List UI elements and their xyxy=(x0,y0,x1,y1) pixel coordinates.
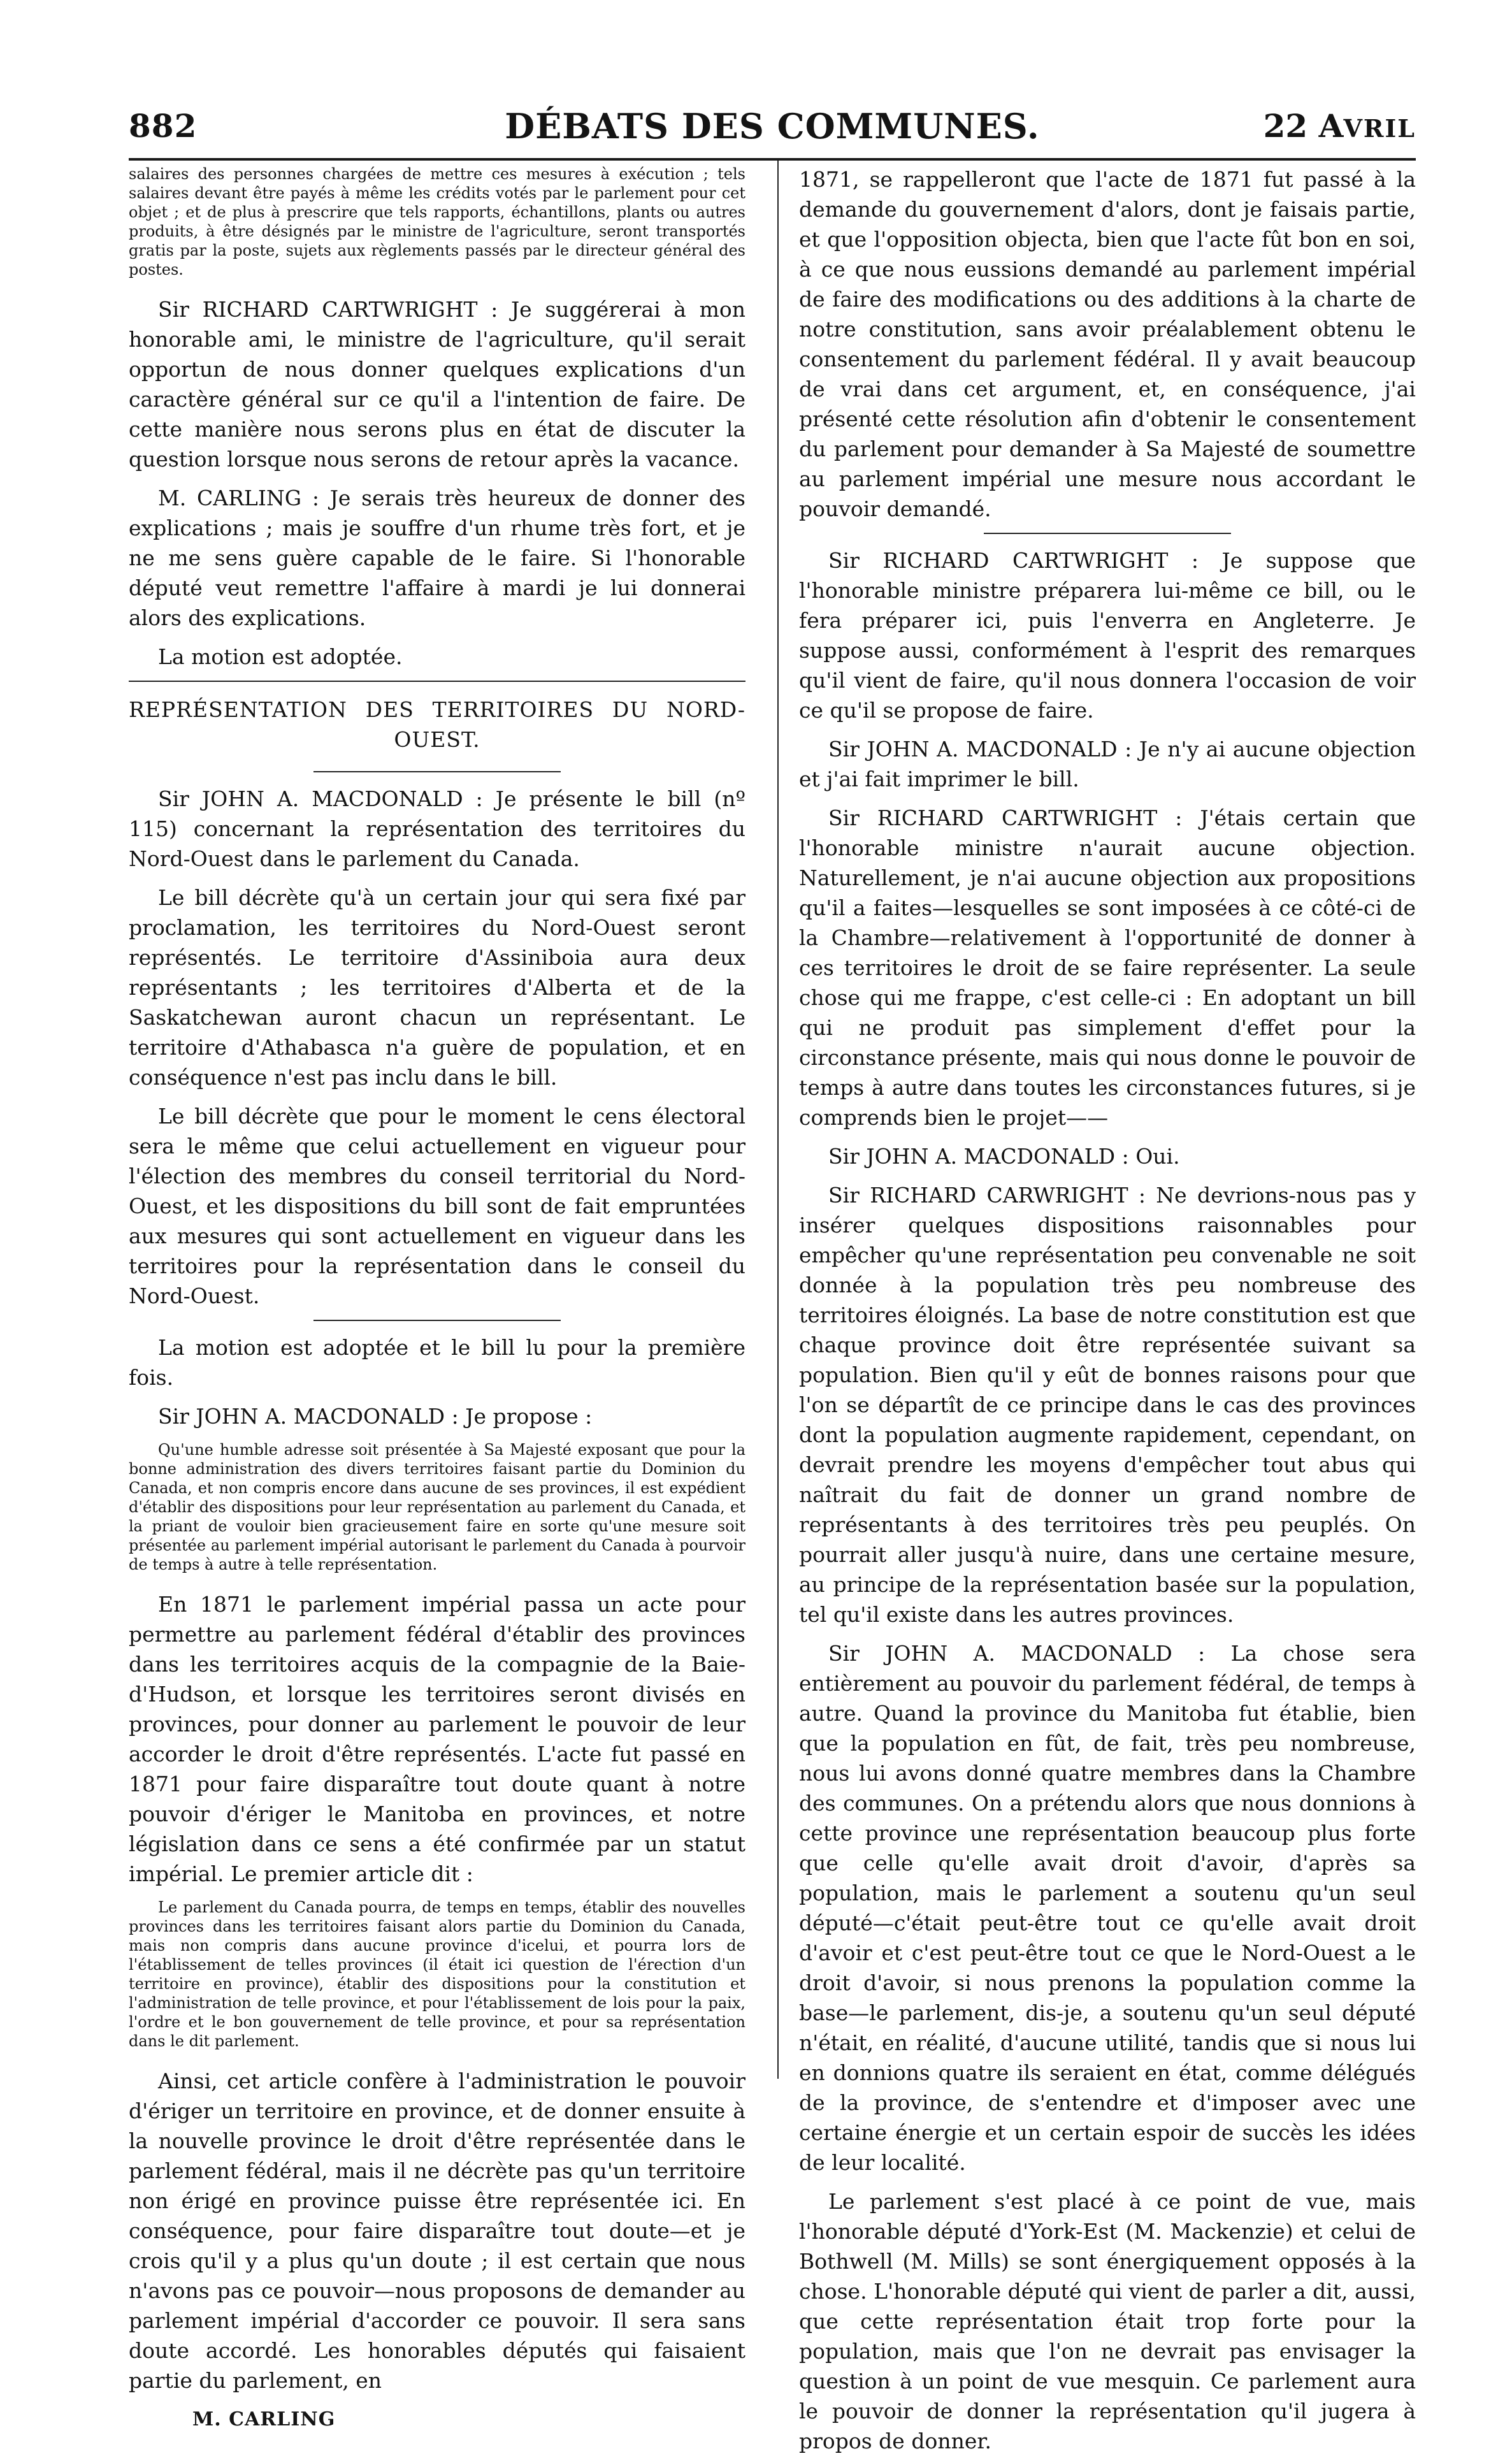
paragraph-parliament-view: Le parlement s'est placé à ce point de vue, mais l'honorable député d'York-Est (M. Mackenzie) et celui de Bothwell (M. Mills) se sont énergiquement opposés à la chose. L'honorable député qui vient de parler a dit, aussi, que cette représentation était trop forte pour la population, mais que l'on ne devrait pas envisager la question à un point de vue mesquin. Ce parlement aura le pouvoir de donner la représentation qu'il jugera à propos de donner. xyxy=(799,2189,1416,2453)
right-column xyxy=(799,164,1416,2453)
first-reading: La motion est adoptée et le bill lu pour la première fois. xyxy=(129,1335,745,1390)
section-rule xyxy=(129,681,745,682)
header-rule xyxy=(129,158,1416,161)
footer-signature: M. CARLING xyxy=(192,2408,336,2431)
page-title: DÉBATS DES COMMUNES. xyxy=(505,106,1040,147)
speech-macdonald-oui: Sir JOHN A. MACDONALD : Oui. xyxy=(828,1144,1180,1169)
paragraph-bill-decree: Le bill décrète qu'à un certain jour qui sera fixé par proclamation, les territoires du Nord-Ouest seront représentés. Le territoire d'Assiniboia aura deux représentants ; les territoires d'Alberta et de la Saskatchewan auront chacun un représentant. Le territoire d'Athabasca n'a guère de population, et en conséquence n'est pas inclu dans le bill. xyxy=(129,885,745,1090)
paragraph-1871-act: En 1871 le parlement impérial passa un acte pour permettre au parlement fédéral d'établir des provinces dans les territoires acquis de la compagnie de la Baie-d'Hudson, et lorsque les territoires seront divisés en provinces, pour donner au parlement le pouvoir de leur accorder le droit d'être représentés. L'acte fut passé en 1871 pour faire disparaître tout doute quant à notre pouvoir d'ériger le Manitoba en provinces, et notre législation dans ce sens a été confirmée par un statut impérial. Le premier article dit : xyxy=(129,1592,745,1886)
header-date-month-rest: VRIL xyxy=(1343,114,1416,143)
address-motion-text: Qu'une humble adresse soit présentée à Sa Majesté exposant que pour la bonne administration des divers territoires faisant partie du Dominion du Canada, et non compris encore dans aucune de ses provinces, il est expédient d'établir des dispositions pour leur représentation au parlement du Canada, et la priant de vouloir bien gracieusement faire en sorte qu'une mesure soit présentée au parlement impérial autorisant le parlement du Canada à pourvoir de temps à autre à telle représentation. xyxy=(129,1441,745,1573)
paragraph-article-explanation: Ainsi, cet article confère à l'administration le pouvoir d'ériger un territoire en province, et de donner ensuite à la nouvelle province le droit d'être représentée dans le parlement fédéral, mais il ne décrète pas qu'un territoire non érigé en province puisse être représentée ici. En conséquence, pour faire disparaître tout doute—et je crois qu'il y a plus qu'un doute ; il est certain que nous n'avons pas ce pouvoir—nous proposons de demander au parlement impérial d'accorder ce pouvoir. Il sera sans doute accordé. Les honorables députés qui faisaient partie du parlement, en xyxy=(129,2069,745,2393)
paragraph-continuation: 1871, se rappelleront que l'acte de 1871 fut passé à la demande du gouvernement d'alors, dont je faisais partie, et que l'opposition objecta, bien que l'acte fût bon en soi, à ce que nous eussions demandé au parlement impérial de faire des modifications ou des additions à la charte de notre constitution, sans avoir préalablement obtenu le consentement du parlement fédéral. Il y avait beaucoup de vrai dans cet argument, et, en conséquence, j'ai présenté cette résolution afin d'obtenir le consentement du parlement pour demander à Sa Majesté de soumettre au parlement impérial une mesure nous accordant le pouvoir demandé. xyxy=(799,167,1416,521)
speech-cartwright-1: Sir RICHARD CARTWRIGHT : Je suggérerai à mon honorable ami, le ministre de l'agriculture, qu'il serait opportun de nous donner quelques explications d'un caractère général sur ce qu'il a l'intention de faire. De cette manière nous serons plus en état de discuter la question lorsque nous serons de retour après la vacance. xyxy=(129,297,745,472)
left-column xyxy=(129,164,745,2431)
section-rule-short xyxy=(313,771,560,772)
header-date-day: 22 xyxy=(1263,107,1308,145)
speech-cartwright-4: Sir RICHARD CARWRIGHT : Ne devrions-nous pas y insérer quelques dispositions raisonnables pour empêcher qu'une représentation peu convenable ne soit donnée à la population très peu nombreuse des territoires éloignés. La base de notre constitution est que chaque province doit être représentée suivant sa population. Bien qu'il y eût de bonnes raisons pour que l'on se départît de ce principe dans le cas des provinces dont la population augmente rapidement, cependant, on devrait prendre les moyens d'empêcher tout abus qui naîtrait du fait de donner un grand nombre de représentants à des territoires très peu peuplés. On pourrait aller jusqu'à nuire, dans une certaine mesure, au principe de la représentation basée sur la population, tel qu'il existe dans les autres provinces. xyxy=(799,1183,1416,1627)
article-quote: Le parlement du Canada pourra, de temps en temps, établir des nouvelles provinces dans les territoires faisant alors partie du Dominion du Canada, mais non compris dans aucune province d'icelui, et pourra lors de l'établissement de telles provinces (il était ici question de l'érection d'un territoire en province), établir des dispositions pour la constitution et l'administration de telle province, et pour l'établissement de lois pour la paix, l'ordre et le bon gouvernement de telle province, et pour sa représentation dans le dit parlement. xyxy=(129,1898,745,2050)
header-date-month-initial: A xyxy=(1318,107,1344,145)
running-head xyxy=(129,97,1416,154)
speech-macdonald-manitoba: Sir JOHN A. MACDONALD : La chose sera entièrement au pouvoir du parlement fédéral, de temps à autre. Quand la province du Manitoba fut établie, bien que la population en fût, de fait, très peu nombreuse, nous lui avons donné quatre membres dans la Chambre des communes. On a prétendu alors que nous donnions à cette province une représentation beaucoup plus forte que celle qu'elle avait droit d'avoir, d'après sa population, mais le parlement a soutenu qu'un seul député—c'était peut-être tout ce qu'elle avait droit d'avoir et c'est peut-être tout ce que le Nord-Ouest a le droit d'avoir, si nous prenons la population comme la base—le parlement, dis-je, a soutenu qu'un seul député n'était, en réalité, d'aucune utilité, tandis que si nous lui en donnions quatre ils seraient en état, comme délégués de la province, de s'entendre et d'imposer avec une certaine énergie et un certain espoir de succès les idées de leur localité. xyxy=(799,1641,1416,2175)
motion-adopted: La motion est adoptée. xyxy=(158,644,403,669)
column-divider xyxy=(777,161,779,2079)
paragraph-electoral: Le bill décrète que pour le moment le cens électoral sera le même que celui actuellement en vigueur pour l'élection des membres du conseil territorial du Nord-Ouest, et les dispositions du bill sont de fait empruntées aux mesures qui sont actuellement en vigueur dans les territoires pour la représentation dans le conseil du Nord-Ouest. xyxy=(129,1104,745,1308)
section-title: REPRÉSENTATION DES TERRITOIRES DU NORD-OUEST. xyxy=(129,697,745,752)
speech-cartwright-2: Sir RICHARD CARTWRIGHT : Je suppose que l'honorable ministre préparera lui-même ce bill, ou le fera préparer ici, puis l'enverra en Angleterre. Je suppose aussi, conformément à l'esprit des remarques qu'il vient de faire, qu'il nous donnera l'occasion de voir ce qu'il se propose de faire. xyxy=(799,548,1416,723)
speech-macdonald-bill: Sir JOHN A. MACDONALD : Je présente le bill (nº 115) concernant la représentation des territoires du Nord-Ouest dans le parlement du Canada. xyxy=(129,786,745,871)
motion-rule xyxy=(313,1320,560,1321)
speech-carling: M. CARLING : Je serais très heureux de donner des explications ; mais je souffre d'un rhume très fort, et je ne me sens guère capable de le faire. Si l'honorable député veut remettre l'affaire à mardi je lui donnerai alors des explications. xyxy=(129,486,745,630)
header-date xyxy=(1264,107,1416,145)
speech-cartwright-3: Sir RICHARD CARTWRIGHT : J'étais certain que l'honorable ministre n'aurait aucune objection. Naturellement, je n'ai aucune objection aux propositions qu'il a faites—lesquelles se sont imposées à ce côté-ci de la Chambre—relativement à l'opportunité de donner à ces territoires le droit de se faire représenter. La seule chose qui me frappe, c'est celle-ci : En adoptant un bill qui ne produit pas simplement d'effet pour la circonstance présente, mais qui nous donne le pouvoir de temps à autre dans toutes les circonstances futures, si je comprends bien le projet—— xyxy=(799,805,1416,1130)
speech-macdonald-reply: Sir JOHN A. MACDONALD : Je n'y ai aucune objection et j'ai fait imprimer le bill. xyxy=(799,737,1416,791)
speech-macdonald-propose: Sir JOHN A. MACDONALD : Je propose : xyxy=(158,1404,593,1429)
page-number: 882 xyxy=(129,107,198,145)
speech-rule xyxy=(984,533,1230,534)
resolution-continuation: salaires des personnes chargées de mettre ces mesures à exécution ; tels salaires devant être payés à même les crédits votés par le parlement pour cet objet ; et de plus à prescrire que tels rapports, échantillons, plants ou autres produits, à être désignés par le ministre de l'agriculture, seront transportés gratis par la poste, sujets aux règlements passés par le directeur général des postes. xyxy=(129,165,745,278)
